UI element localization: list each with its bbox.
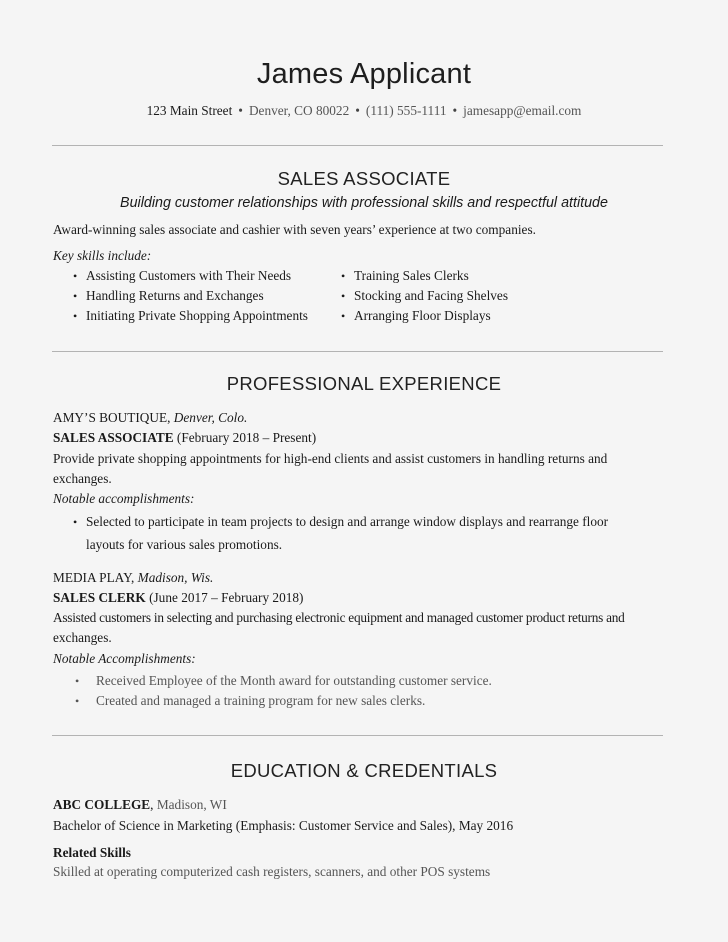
job-company: MEDIA PLAY bbox=[53, 570, 131, 585]
job-dates: (June 2017 – February 2018) bbox=[149, 590, 304, 605]
job-location: Madison, Wis. bbox=[137, 570, 214, 585]
job-description: Assisted customers in selecting and purchasing electronic equipment and managed customer product returns and bbox=[53, 610, 625, 625]
skill-item: • Arranging Floor Displays bbox=[354, 306, 508, 326]
job-role-line bbox=[53, 590, 303, 606]
job-company-line: AMY’S BOUTIQUE, Denver, Colo. bbox=[53, 410, 248, 425]
summary-tagline: Building customer relationships with professional skills and respectful attitude bbox=[120, 195, 608, 211]
job-company-line: MEDIA PLAY, Madison, Wis. bbox=[53, 570, 214, 585]
summary-title: SALES ASSOCIATE bbox=[277, 168, 451, 189]
bullet-icon: • bbox=[73, 269, 78, 283]
experience-title: PROFESSIONAL EXPERIENCE bbox=[226, 373, 502, 394]
skill-item: • Stocking and Facing Shelves bbox=[354, 286, 508, 306]
bullet-icon: • bbox=[75, 674, 80, 688]
separator-dot: • bbox=[355, 103, 360, 118]
separator-dot: • bbox=[452, 103, 458, 118]
applicant-name: James Applicant bbox=[256, 58, 472, 90]
skill-item: • Handling Returns and Exchanges bbox=[86, 286, 308, 306]
school-location: Madison, WI bbox=[156, 797, 227, 812]
accomplishment-item: • Received Employee of the Month award for outstanding customer service. bbox=[96, 671, 492, 691]
education-title: EDUCATION & CREDENTIALS bbox=[230, 760, 498, 781]
bullet-icon: • bbox=[341, 289, 346, 303]
accomplishment-item: • Created and managed a training program for new sales clerks. bbox=[96, 691, 492, 711]
contact-line bbox=[0, 103, 728, 119]
bullet-icon: • bbox=[341, 309, 346, 323]
bullet-icon: • bbox=[73, 309, 78, 323]
job-company: AMY’S BOUTIQUE bbox=[53, 410, 168, 425]
key-skills-label: Key skills include: bbox=[53, 248, 152, 263]
accomplishment-item: • Selected to participate in team projects to design and arrange window displays and rearrange floor bbox=[86, 512, 608, 532]
accomplishments-list bbox=[75, 671, 492, 711]
related-skills-text: Skilled at operating computerized cash registers, scanners, and other POS systems bbox=[53, 864, 491, 879]
job-description: Provide private shopping appointments for high-end clients and assist customers in handling returns and bbox=[53, 451, 608, 466]
job-role: SALES ASSOCIATE bbox=[53, 430, 174, 445]
skill-item: • Initiating Private Shopping Appointments bbox=[86, 306, 308, 326]
contact-phone: (111) 555-1111 bbox=[365, 103, 447, 118]
bullet-icon: • bbox=[73, 515, 78, 529]
contact-city: Denver, CO 80022 bbox=[248, 103, 350, 118]
accomplishments-label: Notable Accomplishments: bbox=[53, 651, 196, 666]
accomplishments-list bbox=[73, 512, 609, 555]
degree: Bachelor of Science in Marketing (Emphasis: Customer Service and Sales), May 2016 bbox=[53, 818, 514, 833]
separator-dot: • bbox=[238, 103, 243, 118]
bullet-icon: • bbox=[73, 289, 78, 303]
section-divider bbox=[52, 145, 663, 146]
school-name: ABC COLLEGE bbox=[53, 797, 151, 812]
job-role-line bbox=[53, 430, 316, 446]
related-skills-label: Related Skills bbox=[53, 845, 131, 860]
section-divider bbox=[52, 735, 663, 736]
section-divider bbox=[52, 351, 663, 352]
job-description-cont: exchanges. bbox=[53, 630, 112, 645]
bullet-icon: • bbox=[75, 694, 80, 708]
job-location: Denver, Colo. bbox=[173, 410, 248, 425]
skill-item: • Assisting Customers with Their Needs bbox=[86, 266, 308, 286]
contact-email[interactable]: jamesapp@email.com bbox=[463, 103, 582, 118]
accomplishment-item-cont: layouts for various sales promotions. bbox=[86, 537, 283, 552]
school-line: ABC COLLEGE, Madison, WI bbox=[53, 797, 227, 812]
summary-intro: Award-winning sales associate and cashier with seven years’ experience at two companies. bbox=[53, 222, 536, 237]
job-role: SALES CLERK bbox=[53, 590, 146, 605]
job-dates: (February 2018 – Present) bbox=[176, 430, 317, 445]
skills-list-right bbox=[341, 266, 509, 326]
skill-item: • Training Sales Clerks bbox=[354, 266, 508, 286]
job-description-cont: exchanges. bbox=[53, 471, 112, 486]
bullet-icon: • bbox=[341, 269, 346, 283]
accomplishments-label: Notable accomplishments: bbox=[53, 491, 195, 506]
contact-street: 123 Main Street bbox=[146, 103, 233, 118]
skills-list-left bbox=[73, 266, 308, 326]
